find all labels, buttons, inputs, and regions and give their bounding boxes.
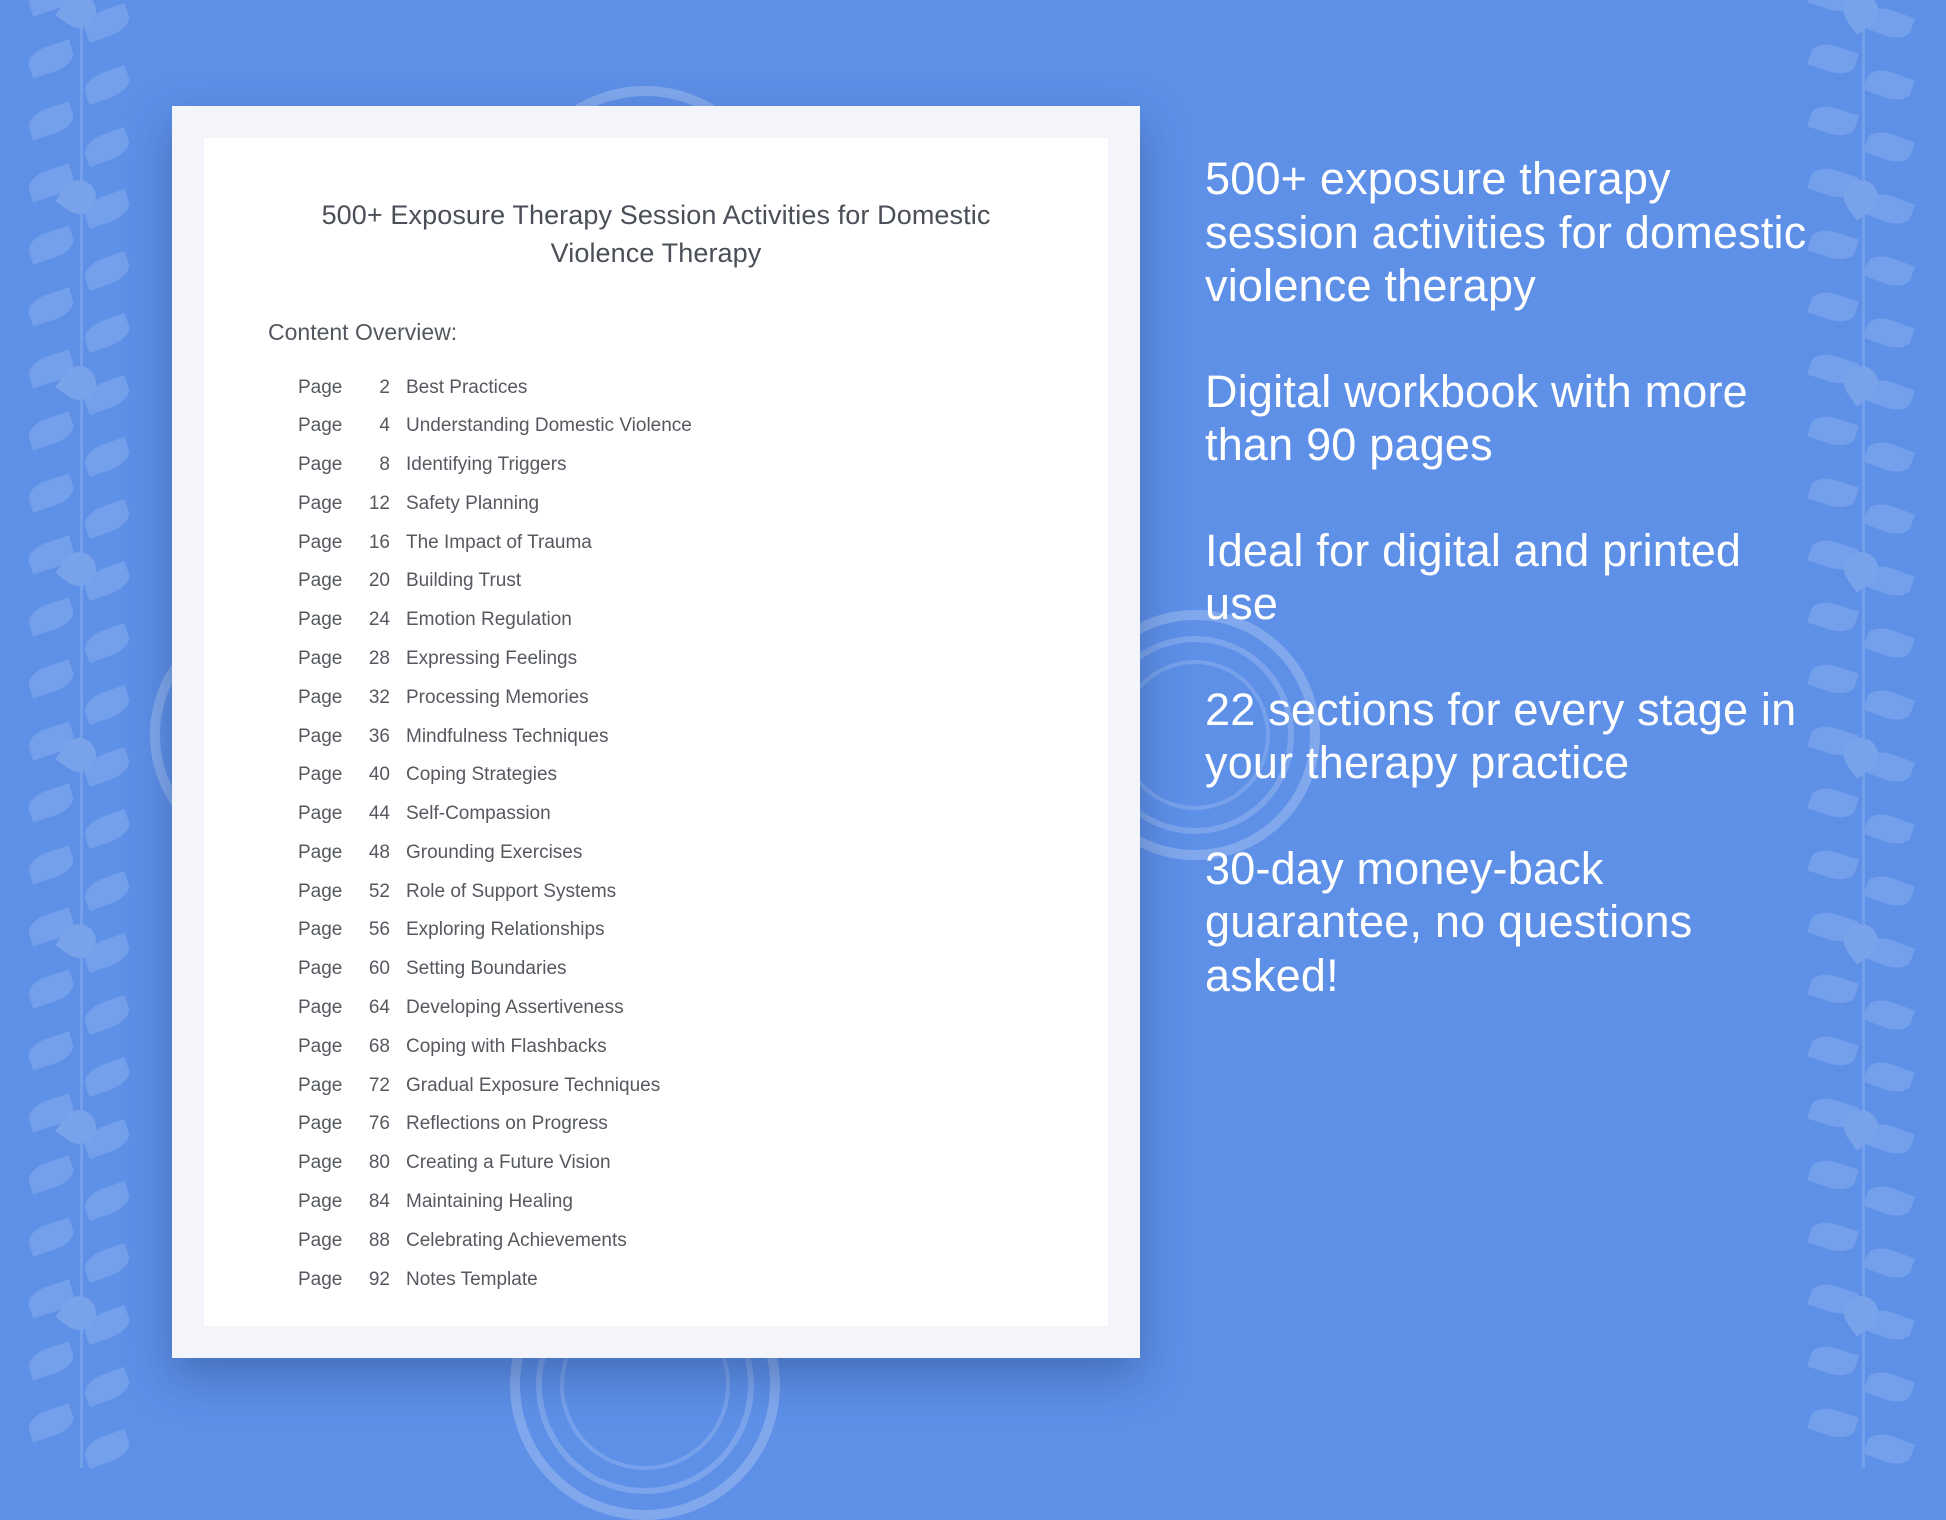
toc-page-word: Page <box>298 492 343 514</box>
toc-page-number: 16 <box>368 531 390 553</box>
toc-page-number: 88 <box>368 1229 390 1251</box>
toc-row <box>298 1260 1108 1299</box>
vine-leaf <box>1863 995 1915 1035</box>
vine-leaf <box>81 561 133 601</box>
toc-topic: Coping with Flashbacks <box>406 1035 607 1057</box>
vine-stem <box>1862 0 1865 42</box>
vine-leaf <box>81 623 133 663</box>
vine-stem <box>1862 848 1865 910</box>
toc-topic: Safety Planning <box>406 492 540 514</box>
toc-topic: Expressing Feelings <box>406 648 578 670</box>
toc-row <box>298 872 1108 911</box>
vine-leaf <box>25 1342 77 1381</box>
content-overview-label: Content Overview: <box>268 318 458 345</box>
vine-leaf <box>1863 251 1915 291</box>
toc-page-word: Page <box>298 454 343 476</box>
marketing-bullet: 22 sections for every stage in your therapy practice <box>1205 683 1797 789</box>
vine-stem <box>1862 1220 1865 1282</box>
toc-page-number: 76 <box>368 1113 390 1135</box>
vine-stem <box>80 104 83 166</box>
vine-stem <box>80 414 83 476</box>
toc-page-word: Page <box>298 648 343 670</box>
document-mockup <box>172 106 1140 1358</box>
toc-page-word: Page <box>298 1152 343 1174</box>
vine-leaf <box>81 1243 133 1283</box>
vine-stem <box>80 290 83 352</box>
vine-leaf <box>1863 499 1915 539</box>
vine-leaf <box>1863 1181 1915 1221</box>
vine-leaf <box>1807 0 1859 16</box>
vine-blossom <box>1837 545 1884 592</box>
vine-stem <box>80 910 83 972</box>
toc-page-word: Page <box>298 1190 343 1212</box>
toc-topic: Building Trust <box>406 570 522 592</box>
document-title: 500+ Exposure Therapy Session Activities for Domestic Violence Therapy <box>321 200 991 269</box>
vine-leaf <box>1807 40 1859 79</box>
vine-blossom <box>55 917 102 964</box>
vine-leaf <box>81 1305 133 1345</box>
vine-stem <box>80 972 83 1034</box>
toc-page-number: 84 <box>368 1190 390 1212</box>
vine-stem <box>1862 1282 1865 1344</box>
toc-page-number: 32 <box>368 686 390 708</box>
toc-page-word: Page <box>298 376 343 398</box>
vine-blossom <box>55 359 102 406</box>
toc-row <box>298 755 1108 794</box>
vine-stem <box>1862 662 1865 724</box>
vine-leaf <box>25 908 77 947</box>
marketing-bullet: 30-day money-back guarantee, no questions asked! <box>1205 842 1693 1002</box>
toc-page-word: Page <box>298 880 343 902</box>
vine-stem <box>1862 352 1865 414</box>
toc-topic: Best Practices <box>406 376 528 398</box>
vine-leaf <box>1863 1057 1915 1097</box>
vine-leaf <box>25 1218 77 1257</box>
toc-topic: Identifying Triggers <box>406 454 567 476</box>
floral-border-left <box>22 0 142 1460</box>
vine-leaf <box>25 536 77 575</box>
vine-leaf <box>81 3 133 43</box>
vine-blossom <box>1837 1289 1884 1336</box>
toc-page-word: Page <box>298 997 343 1019</box>
toc-page-number: 12 <box>368 492 390 514</box>
toc-topic: Creating a Future Vision <box>406 1152 611 1174</box>
vine-stem <box>1862 1406 1865 1468</box>
vine-stem <box>80 662 83 724</box>
vine-leaf <box>1863 685 1915 725</box>
vine-stem <box>80 538 83 600</box>
toc-row <box>298 445 1108 484</box>
vine-leaf <box>1807 1094 1859 1133</box>
toc-page-number: 52 <box>368 880 390 902</box>
toc-page-number: 92 <box>368 1268 390 1290</box>
toc-row <box>298 1105 1108 1144</box>
vine-leaf <box>1807 1404 1859 1443</box>
vine-stem <box>1862 1344 1865 1406</box>
vine-stem <box>80 1344 83 1406</box>
vine-leaf <box>81 809 133 849</box>
vine-stem <box>1862 600 1865 662</box>
vine-leaf <box>81 251 133 291</box>
vine-leaf <box>25 1032 77 1071</box>
vine-leaf <box>1863 871 1915 911</box>
toc-topic: Maintaining Healing <box>406 1190 573 1212</box>
toc-topic: Understanding Domestic Violence <box>406 415 692 437</box>
vine-stem <box>80 1406 83 1468</box>
vine-blossom <box>1837 1103 1884 1150</box>
toc-page-number: 24 <box>368 609 390 631</box>
vine-stem <box>80 352 83 414</box>
vine-leaf <box>25 846 77 885</box>
vine-stem <box>80 848 83 910</box>
vine-leaf <box>1863 1429 1915 1469</box>
toc-page-number: 8 <box>379 454 390 476</box>
toc-topic: Exploring Relationships <box>406 919 605 941</box>
toc-row <box>298 639 1108 678</box>
toc-page-word: Page <box>298 609 343 631</box>
toc-row <box>298 678 1108 717</box>
toc-page-word: Page <box>298 686 343 708</box>
vine-leaf <box>25 722 77 761</box>
vine-leaf <box>25 288 77 327</box>
toc-page-word: Page <box>298 415 343 437</box>
marketing-copy <box>1205 152 1825 1003</box>
vine-stem <box>1862 290 1865 352</box>
vine-leaf <box>1863 1367 1915 1407</box>
vine-leaf <box>1807 1342 1859 1381</box>
vine-stem <box>1862 538 1865 600</box>
toc-page-number: 80 <box>368 1152 390 1174</box>
vine-leaf <box>1863 1305 1915 1345</box>
vine-leaf <box>81 375 133 415</box>
vine-leaf <box>81 437 133 477</box>
vine-stem <box>80 1220 83 1282</box>
vine-leaf <box>81 1119 133 1159</box>
marketing-bullet: 500+ exposure therapy session activities for domestic violence therapy <box>1205 153 1807 312</box>
toc-page-word: Page <box>298 531 343 553</box>
vine-leaf <box>81 499 133 539</box>
vine-blossom <box>1837 731 1884 778</box>
toc-topic: Developing Assertiveness <box>406 997 624 1019</box>
toc-row <box>298 406 1108 445</box>
vine-blossom <box>1837 359 1884 406</box>
vine-leaf <box>25 660 77 699</box>
vine-leaf <box>25 1280 77 1319</box>
toc-page-word: Page <box>298 919 343 941</box>
vine-blossom <box>55 1289 102 1336</box>
toc-topic: Mindfulness Techniques <box>406 725 609 747</box>
vine-stem <box>80 166 83 228</box>
vine-leaf <box>25 784 77 823</box>
vine-leaf <box>1863 933 1915 973</box>
vine-leaf <box>1863 189 1915 229</box>
vine-leaf <box>81 65 133 105</box>
toc-page-number: 36 <box>368 725 390 747</box>
marketing-bullet: Digital workbook with more than 90 pages <box>1205 365 1748 471</box>
vine-leaf <box>1863 375 1915 415</box>
vine-stem <box>1862 104 1865 166</box>
toc-topic: Role of Support Systems <box>406 880 617 902</box>
vine-leaf <box>25 474 77 513</box>
vine-leaf <box>25 970 77 1009</box>
vine-stem <box>1862 42 1865 104</box>
toc-row <box>298 1182 1108 1221</box>
vine-stem <box>80 1034 83 1096</box>
vine-stem <box>1862 476 1865 538</box>
vine-leaf <box>25 102 77 141</box>
vine-leaf <box>81 1181 133 1221</box>
vine-leaf <box>25 1094 77 1133</box>
toc-topic: Gradual Exposure Techniques <box>406 1074 661 1096</box>
toc-page-number: 48 <box>368 841 390 863</box>
vine-leaf <box>81 1057 133 1097</box>
toc-row <box>298 794 1108 833</box>
vine-blossom <box>55 1103 102 1150</box>
vine-leaf <box>81 127 133 167</box>
toc-page-word: Page <box>298 803 343 825</box>
vine-leaf <box>1863 747 1915 787</box>
toc-topic: The Impact of Trauma <box>406 531 592 553</box>
vine-leaf <box>1863 809 1915 849</box>
vine-blossom <box>1837 917 1884 964</box>
vine-stem <box>80 724 83 786</box>
toc-row <box>298 1066 1108 1105</box>
toc-row <box>298 1143 1108 1182</box>
vine-blossom <box>55 545 102 592</box>
vine-leaf <box>81 685 133 725</box>
table-of-contents <box>298 368 1108 1299</box>
vine-stem <box>80 228 83 290</box>
vine-leaf <box>81 1429 133 1469</box>
toc-page-word: Page <box>298 1035 343 1057</box>
vine-leaf <box>25 1156 77 1195</box>
toc-page-number: 56 <box>368 919 390 941</box>
toc-page-word: Page <box>298 725 343 747</box>
vine-leaf <box>1863 561 1915 601</box>
toc-topic: Setting Boundaries <box>406 958 567 980</box>
toc-page-number: 40 <box>368 764 390 786</box>
vine-leaf <box>1807 1156 1859 1195</box>
vine-leaf <box>25 0 77 16</box>
toc-row <box>298 717 1108 756</box>
vine-blossom <box>55 731 102 778</box>
toc-row <box>298 368 1108 407</box>
vine-leaf <box>1863 3 1915 43</box>
toc-page-word: Page <box>298 764 343 786</box>
toc-page-number: 2 <box>379 376 390 398</box>
toc-row <box>298 600 1108 639</box>
toc-topic: Celebrating Achievements <box>406 1229 627 1251</box>
toc-row <box>298 988 1108 1027</box>
toc-page-word: Page <box>298 958 343 980</box>
vine-leaf <box>1807 102 1859 141</box>
vine-blossom <box>55 173 102 220</box>
vine-stem <box>1862 724 1865 786</box>
vine-leaf <box>25 598 77 637</box>
vine-stem <box>80 1158 83 1220</box>
vine-leaf <box>1863 1243 1915 1283</box>
vine-leaf <box>25 350 77 389</box>
vine-leaf <box>81 313 133 353</box>
toc-topic: Self-Compassion <box>406 803 551 825</box>
toc-row <box>298 1027 1108 1066</box>
vine-stem <box>80 0 83 42</box>
vine-leaf <box>81 189 133 229</box>
vine-leaf <box>1863 623 1915 663</box>
vine-leaf <box>1863 65 1915 105</box>
vine-stem <box>1862 414 1865 476</box>
vine-leaf <box>81 747 133 787</box>
vine-leaf <box>1863 437 1915 477</box>
toc-topic: Coping Strategies <box>406 764 558 786</box>
vine-leaf <box>25 1404 77 1443</box>
toc-page-number: 68 <box>368 1035 390 1057</box>
vine-stem <box>80 42 83 104</box>
toc-row <box>298 949 1108 988</box>
toc-row <box>298 484 1108 523</box>
toc-page-number: 64 <box>368 997 390 1019</box>
vine-stem <box>1862 786 1865 848</box>
toc-topic: Emotion Regulation <box>406 609 572 631</box>
vine-blossom <box>1837 173 1884 220</box>
toc-page-number: 44 <box>368 803 390 825</box>
vine-leaf <box>25 164 77 203</box>
vine-stem <box>80 786 83 848</box>
toc-topic: Grounding Exercises <box>406 841 583 863</box>
toc-page-number: 28 <box>368 648 390 670</box>
marketing-bullet: Ideal for digital and printed use <box>1205 524 1742 630</box>
vine-stem <box>1862 228 1865 290</box>
toc-page-word: Page <box>298 1229 343 1251</box>
vine-stem <box>80 1096 83 1158</box>
toc-page-number: 20 <box>368 570 390 592</box>
toc-page-word: Page <box>298 570 343 592</box>
vine-stem <box>1862 910 1865 972</box>
vine-stem <box>1862 1096 1865 1158</box>
toc-row <box>298 523 1108 562</box>
vine-stem <box>80 1282 83 1344</box>
vine-stem <box>1862 972 1865 1034</box>
toc-row <box>298 1221 1108 1260</box>
vine-leaf <box>1863 1119 1915 1159</box>
vine-leaf <box>1807 1280 1859 1319</box>
vine-leaf <box>25 412 77 451</box>
toc-row <box>298 833 1108 872</box>
toc-page-number: 60 <box>368 958 390 980</box>
vine-stem <box>1862 1034 1865 1096</box>
vine-stem <box>80 600 83 662</box>
vine-leaf <box>81 933 133 973</box>
toc-page-number: 4 <box>379 415 390 437</box>
vine-stem <box>1862 166 1865 228</box>
vine-leaf <box>1863 127 1915 167</box>
toc-topic: Reflections on Progress <box>406 1113 608 1135</box>
vine-leaf <box>1807 1218 1859 1257</box>
toc-page-number: 72 <box>368 1074 390 1096</box>
vine-leaf <box>25 40 77 79</box>
toc-page-word: Page <box>298 1113 343 1135</box>
vine-stem <box>1862 1158 1865 1220</box>
vine-leaf <box>1807 1032 1859 1071</box>
toc-topic: Processing Memories <box>406 686 589 708</box>
toc-row <box>298 911 1108 950</box>
toc-page-word: Page <box>298 1268 343 1290</box>
vine-leaf <box>1863 313 1915 353</box>
vine-stem <box>80 476 83 538</box>
vine-blossom <box>1837 0 1884 35</box>
vine-leaf <box>81 995 133 1035</box>
vine-leaf <box>25 226 77 265</box>
document-page <box>204 138 1108 1326</box>
vine-blossom <box>55 0 102 35</box>
toc-row <box>298 562 1108 601</box>
toc-page-word: Page <box>298 841 343 863</box>
toc-page-word: Page <box>298 1074 343 1096</box>
vine-leaf <box>81 1367 133 1407</box>
vine-leaf <box>81 871 133 911</box>
toc-topic: Notes Template <box>406 1268 538 1290</box>
